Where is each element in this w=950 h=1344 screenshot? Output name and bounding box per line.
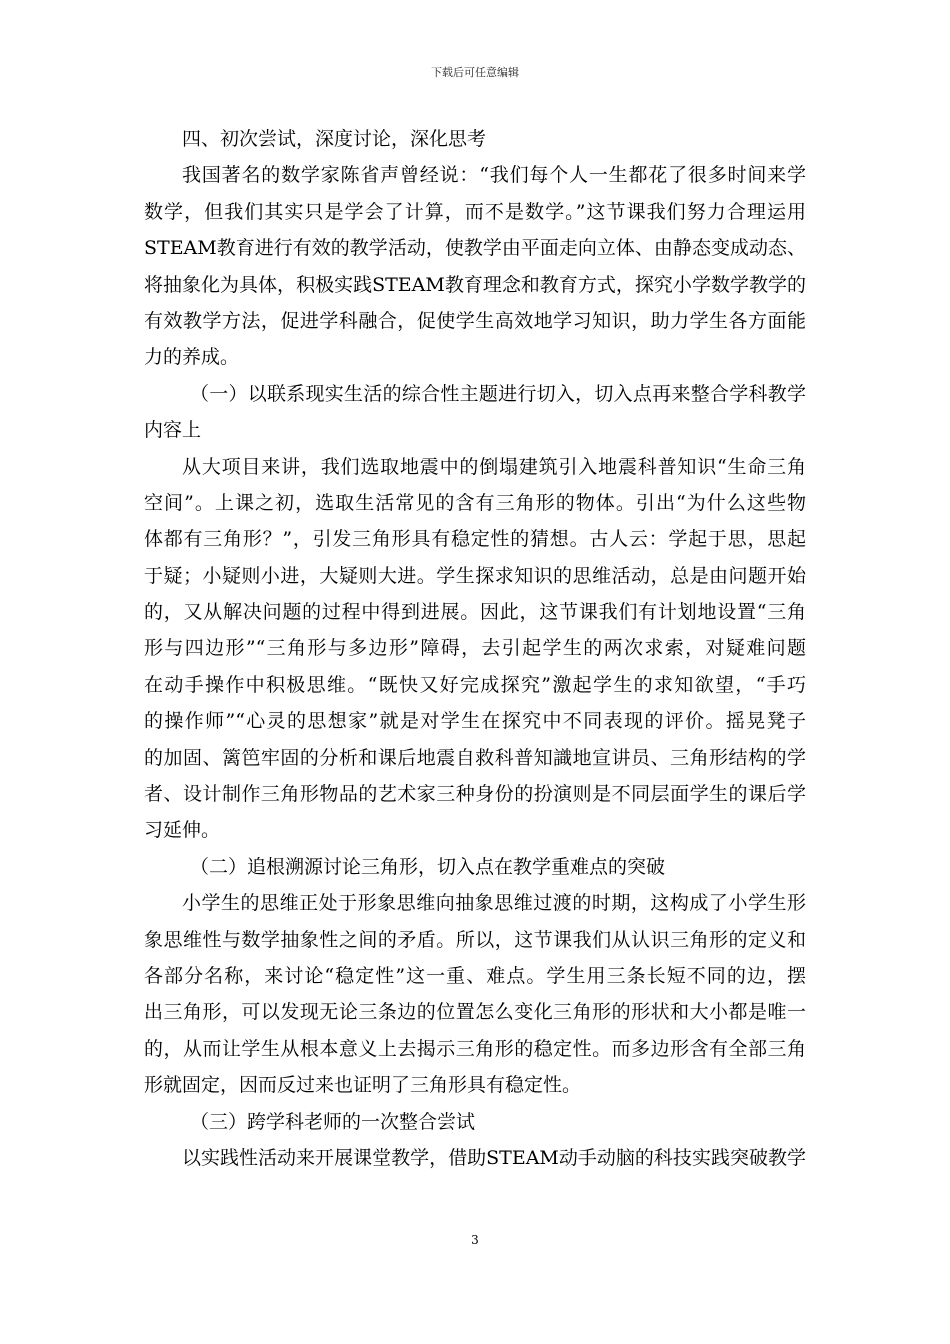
paragraph-line: 象思维性与数学抽象性之间的矛盾。所以，这节课我们从认识三角形的定义和 (144, 928, 806, 951)
paragraph-line: 从大项目来讲，我们选取地震中的倒塌建筑引入地震科普知识“生命三角 (182, 455, 806, 478)
paragraph-line: 力的养成。 (144, 346, 240, 369)
page-number: 3 (471, 1233, 479, 1247)
paragraph-line: 于疑；小疑则小进，大疑则大进。学生探求知识的思维活动，总是由问题开始 (144, 564, 806, 587)
paragraph-line: 我国著名的数学家陈省声曾经说：“我们每个人一生都花了很多时间来学 (182, 164, 806, 187)
paragraph-line: 各部分名称，来讨论“稳定性”这一重、难点。学生用三条长短不同的边，摆 (144, 964, 806, 987)
subsection-heading: （一）以联系现实生活的综合性主题进行切入，切入点再来整合学科教学 (190, 382, 806, 405)
paragraph-line: 者、设计制作三角形物品的艺术家三种身份的扮演则是不同层面学生的课后学 (144, 783, 806, 806)
paragraph-line: 有效教学方法，促进学科融合，促使学生高效地学习知识，助力学生各方面能 (144, 309, 806, 332)
paragraph-line: 以实践性活动来开展课堂教学，借助STEAM动手动脑的科技实践突破教学 (182, 1146, 806, 1169)
paragraph-line: 的，从而让学生从根本意义上去揭示三角形的稳定性。而多边形含有全部三角 (144, 1037, 806, 1060)
subsection-heading: （三）跨学科老师的一次整合尝试 (190, 1110, 476, 1133)
paragraph-line: 体都有三角形？”，引发三角形具有稳定性的猜想。古人云：学起于思，思起 (144, 528, 806, 551)
subsection-heading: （二）追根溯源讨论三角形，切入点在教学重难点的突破 (190, 855, 666, 878)
paragraph-line: 将抽象化为具体，积极实践STEAM教育理念和教育方式，探究小学数学教学的 (144, 273, 806, 296)
paragraph-line: 形就固定，因而反过来也证明了三角形具有稳定性。 (144, 1074, 582, 1097)
paragraph-line: 在动手操作中积极思维。“既快又好完成探究”激起学生的求知欲望，“手巧 (144, 673, 806, 696)
section-heading: 四、初次尝试，深度讨论，深化思考 (182, 128, 487, 150)
paragraph-line: 空间”。上课之初，选取生活常见的含有三角形的物体。引出“为什么这些物 (144, 491, 806, 514)
paragraph-line: 的，又从解决问题的过程中得到进展。因此，这节课我们有计划地设置“三角 (144, 601, 806, 624)
paragraph-line: STEAM教育进行有效的教学活动，使教学由平面走向立体、由静态变成动态、 (144, 237, 806, 260)
paragraph-line: 习延伸。 (144, 819, 221, 842)
paragraph-line: 的加固、篱笆牢固的分析和课后地震自救科普知識地宣讲员、三角形结构的学 (144, 746, 806, 769)
page-header: 下载后可任意编辑 (431, 66, 519, 79)
paragraph-line: 数学，但我们其实只是学会了计算，而不是数学。”这节课我们努力合理运用 (144, 200, 806, 223)
paragraph-line: 形与四边形”“三角形与多边形”障碍，去引起学生的两次求索，对疑难问题 (144, 637, 806, 660)
subsection-heading: 内容上 (144, 419, 202, 442)
paragraph-line: 出三角形，可以发现无论三条边的位置怎么变化三角形的形状和大小都是唯一 (144, 1001, 806, 1024)
paragraph-line: 的操作师”“心灵的思想家”就是对学生在探究中不同表现的评价。摇晃凳子 (144, 710, 806, 733)
document-body (144, 121, 806, 1176)
paragraph-line: 小学生的思维正处于形象思维向抽象思维过渡的时期，这构成了小学生形 (182, 892, 806, 915)
